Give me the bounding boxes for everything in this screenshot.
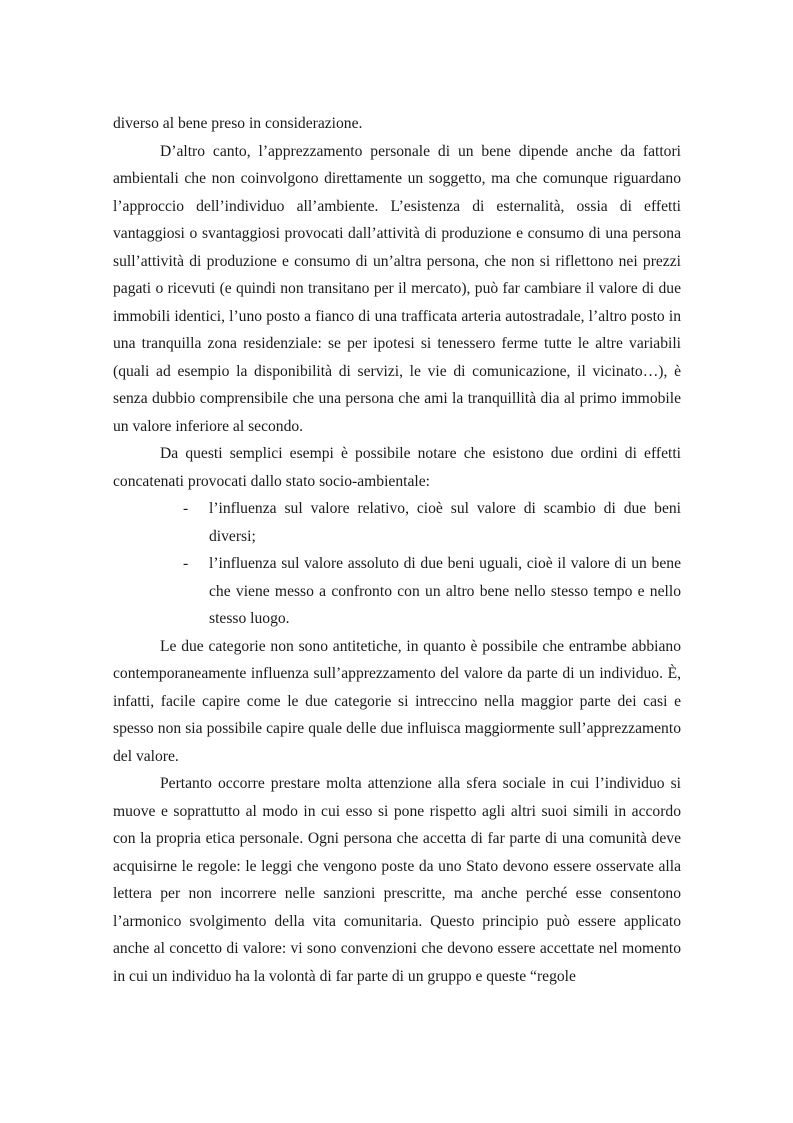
paragraph-social-sphere: Pertanto occorre prestare molta attenzione alla sfera sociale in cui l’individuo si muove e soprattutto al modo in cui esso si pone rispetto agli altri suoi simili in accordo con la propria etica personale. Ogni persona che accetta di far parte di una comunità deve acquisirne le regole: le leggi che vengono poste da uno Stato devono essere osservate alla lettera per non incorrere nelle sanzioni prescritte, ma anche perché esse consentono l’armonico svolgimento della vita comunitaria. Questo principio può essere applicato anche al concetto di valore: vi sono convenzioni che devono essere accettate nel momento in cui un individuo ha la volontà di far parte di un gruppo e queste “regole: [113, 775, 681, 985]
paragraph-continuation: diverso al bene preso in considerazione.: [113, 115, 363, 132]
list-item: [183, 495, 681, 550]
list-item-text: l’influenza sul valore relativo, cioè sul valore di scambio di due beni diversi;: [209, 500, 681, 545]
list-item: [183, 550, 681, 633]
paragraph-categories: Le due categorie non sono antitetiche, in quanto è possibile che entrambe abbiano contemporaneamente influenza sull’apprezzamento del valore da parte di un individuo. È, infatti, facile capire come le due categorie si intreccino nella maggior parte dei casi e spesso non sia possibile capire quale delle due influisca maggiormente sull’apprezzamento del valore.: [113, 637, 681, 765]
effects-list: [113, 495, 681, 633]
list-item-text: l’influenza sul valore assoluto di due beni uguali, cioè il valore di un bene che viene messo a confronto con un altro bene nello stesso tempo e nello stesso luogo.: [209, 555, 681, 627]
list-dash: -: [183, 555, 189, 572]
paragraph-externalities: D’altro canto, l’apprezzamento personale di un bene dipende anche da fattori ambientali che non coinvolgono direttamente un soggetto, ma che comunque riguardano l’approccio dell’individuo all’ambiente. L’esistenza di esternalità, ossia di effetti vantaggiosi o svantaggiosi provocati dall’attività di produzione e consumo di una persona sull’attività di produzione e consumo di un’altra persona, che non si riflettono nei prezzi pagati o ricevuti (e quindi non transitano per il mercato), può far cambiare il valore di due immobili identici, l’uno posto a fianco di una trafficata arteria autostradale, l’altro posto in una tranquilla zona residenziale: se per ipotesi si tenessero ferme tutte le altre variabili (quali ad esempio la disponibilità di servizi, le vie di comunicazione, il vicinato…), è senza dubbio comprensibile che una persona che ami la tranquillità dia al primo immobile un valore inferiore al secondo.: [113, 142, 681, 435]
body-text: [113, 110, 681, 990]
list-dash: -: [183, 500, 189, 517]
paragraph-two-effects: Da questi semplici esempi è possibile notare che esistono due ordini di effetti concatenati provocati dallo stato socio-ambientale:: [113, 445, 681, 490]
